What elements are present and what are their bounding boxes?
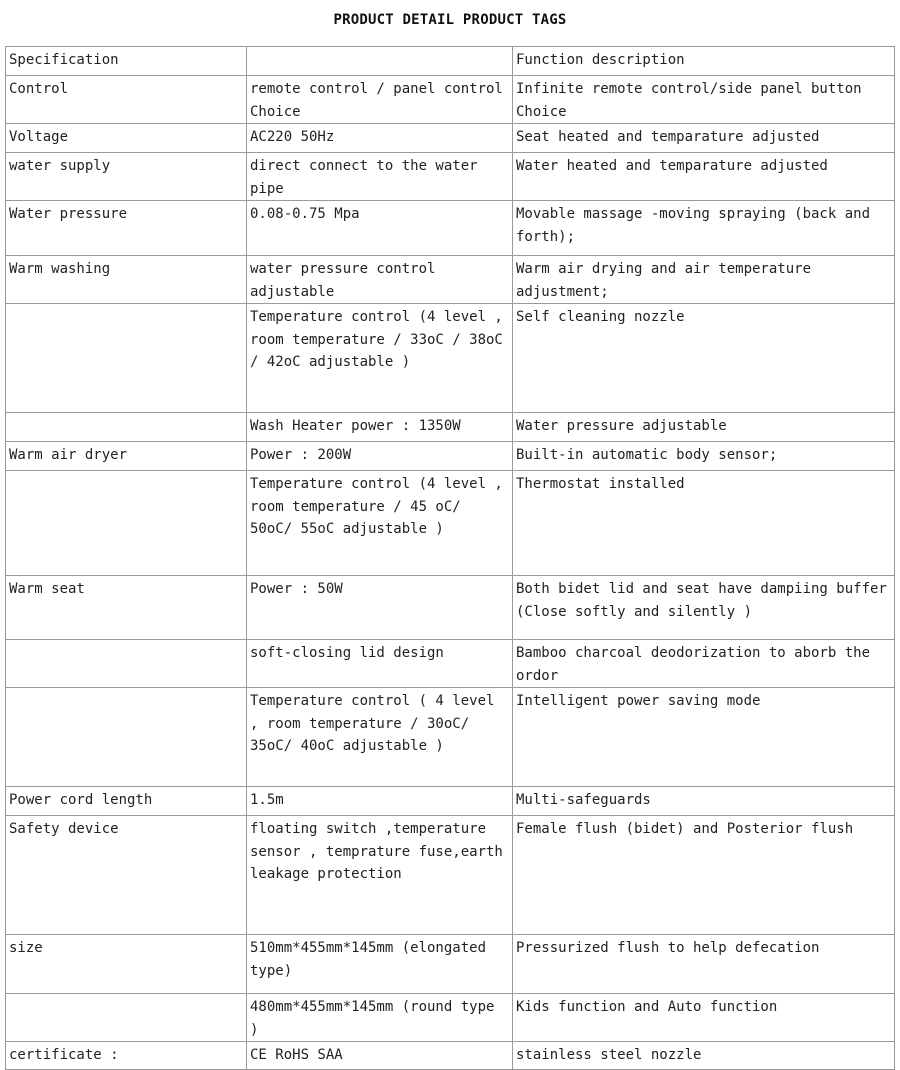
- value-cell: remote control / panel control Choice: [247, 76, 513, 124]
- value-cell: direct connect to the water pipe: [247, 153, 513, 201]
- function-cell: Self cleaning nozzle: [513, 304, 895, 413]
- table-row: [6, 994, 895, 1042]
- table-row: [6, 640, 895, 688]
- function-cell: Intelligent power saving mode: [513, 688, 895, 787]
- spec-cell: Specification: [6, 47, 247, 76]
- value-cell: Temperature control (4 level , room temperature / 45 oC/ 50oC/ 55oC adjustable ): [247, 471, 513, 576]
- value-cell: 510mm*455mm*145mm (elongated type): [247, 935, 513, 994]
- page-title: PRODUCT DETAIL PRODUCT TAGS: [333, 12, 567, 28]
- table-row: [6, 442, 895, 471]
- table-row: [6, 576, 895, 640]
- spec-cell: Warm washing: [6, 256, 247, 304]
- value-cell: Wash Heater power : 1350W: [247, 413, 513, 442]
- value-cell: 1.5m: [247, 787, 513, 816]
- table-row: [6, 153, 895, 201]
- spec-cell: [6, 640, 247, 688]
- table-row: [6, 124, 895, 153]
- function-cell: Thermostat installed: [513, 471, 895, 576]
- function-cell: Infinite remote control/side panel button Choice: [513, 76, 895, 124]
- spec-table: [5, 46, 895, 1070]
- spec-cell: Warm air dryer: [6, 442, 247, 471]
- table-row: [6, 471, 895, 576]
- value-cell: CE RoHS SAA: [247, 1042, 513, 1070]
- spec-cell: [6, 471, 247, 576]
- spec-cell: size: [6, 935, 247, 994]
- spec-cell: Water pressure: [6, 201, 247, 256]
- function-cell: Water pressure adjustable: [513, 413, 895, 442]
- value-cell: 480mm*455mm*145mm (round type ): [247, 994, 513, 1042]
- table-row: [6, 935, 895, 994]
- table-row: [6, 413, 895, 442]
- spec-cell: water supply: [6, 153, 247, 201]
- spec-cell: [6, 994, 247, 1042]
- value-cell: floating switch ,temperature sensor , temprature fuse,earth leakage protection: [247, 816, 513, 935]
- table-row: [6, 76, 895, 124]
- value-cell: water pressure control adjustable: [247, 256, 513, 304]
- table-row: [6, 688, 895, 787]
- table-row: [6, 304, 895, 413]
- value-cell: Power : 200W: [247, 442, 513, 471]
- function-cell: Both bidet lid and seat have dampiing buffer (Close softly and silently ): [513, 576, 895, 640]
- function-cell: Water heated and temparature adjusted: [513, 153, 895, 201]
- function-cell: Warm air drying and air temperature adjustment;: [513, 256, 895, 304]
- function-cell: Female flush (bidet) and Posterior flush: [513, 816, 895, 935]
- spec-cell: [6, 688, 247, 787]
- function-cell: Pressurized flush to help defecation: [513, 935, 895, 994]
- spec-cell: Voltage: [6, 124, 247, 153]
- spec-cell: Safety device: [6, 816, 247, 935]
- value-cell: Temperature control ( 4 level , room temperature / 30oC/ 35oC/ 40oC adjustable ): [247, 688, 513, 787]
- table-row: [6, 47, 895, 76]
- spec-cell: certificate :: [6, 1042, 247, 1070]
- function-cell: Movable massage -moving spraying (back and forth);: [513, 201, 895, 256]
- spec-cell: Warm seat: [6, 576, 247, 640]
- function-cell: Built-in automatic body sensor;: [513, 442, 895, 471]
- function-cell: Bamboo charcoal deodorization to aborb the ordor: [513, 640, 895, 688]
- value-cell: AC220 50Hz: [247, 124, 513, 153]
- function-cell: Kids function and Auto function: [513, 994, 895, 1042]
- spec-cell: Power cord length: [6, 787, 247, 816]
- value-cell: Power : 50W: [247, 576, 513, 640]
- table-row: [6, 1042, 895, 1070]
- function-cell: Seat heated and temparature adjusted: [513, 124, 895, 153]
- function-cell: stainless steel nozzle: [513, 1042, 895, 1070]
- spec-cell: [6, 304, 247, 413]
- function-cell: Function description: [513, 47, 895, 76]
- value-cell: [247, 47, 513, 76]
- value-cell: 0.08-0.75 Mpa: [247, 201, 513, 256]
- function-cell: Multi-safeguards: [513, 787, 895, 816]
- table-row: [6, 787, 895, 816]
- spec-cell: Control: [6, 76, 247, 124]
- value-cell: soft-closing lid design: [247, 640, 513, 688]
- value-cell: Temperature control (4 level , room temperature / 33oC / 38oC / 42oC adjustable ): [247, 304, 513, 413]
- table-row: [6, 256, 895, 304]
- table-row: [6, 816, 895, 935]
- spec-cell: [6, 413, 247, 442]
- table-row: [6, 201, 895, 256]
